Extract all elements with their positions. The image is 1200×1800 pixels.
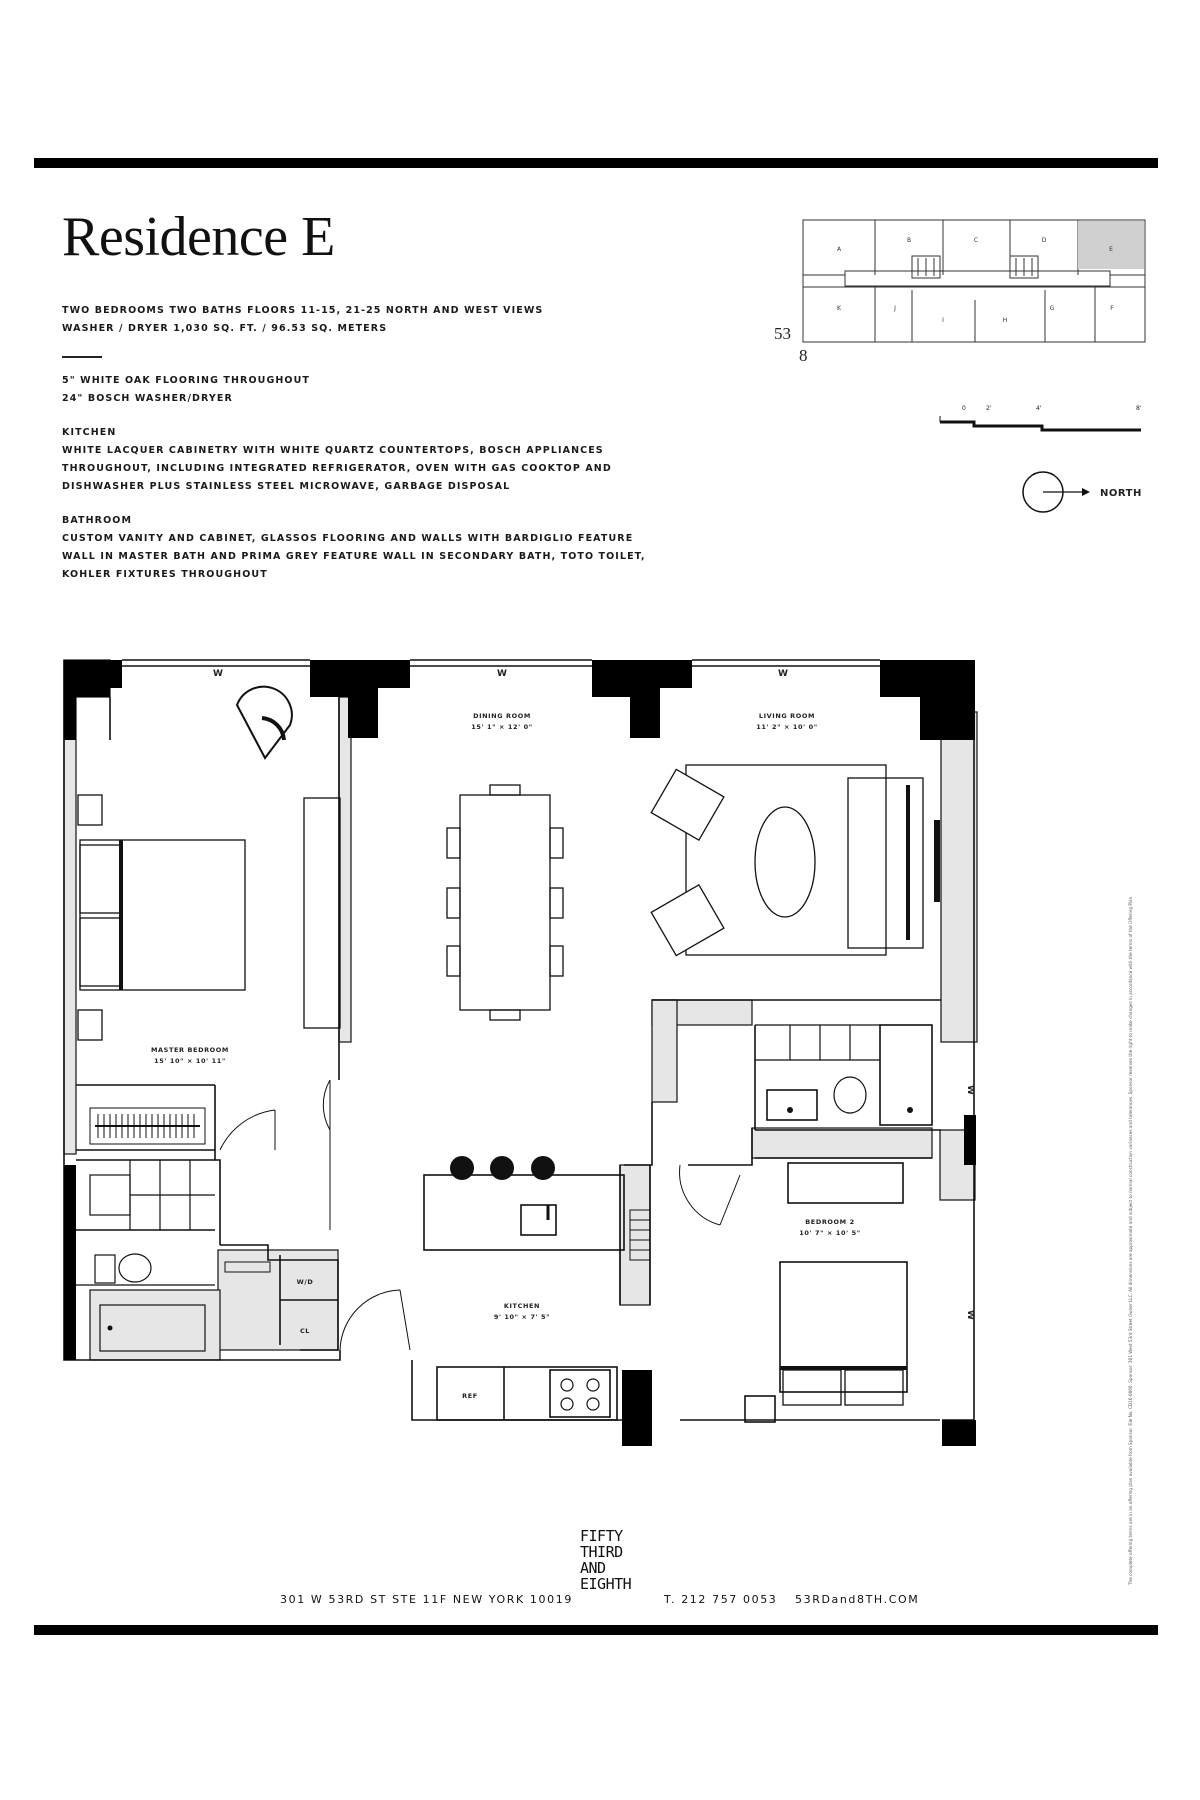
master-bedroom-label: MASTER BEDROOM — [150, 1046, 230, 1054]
column-s — [622, 1370, 652, 1446]
bath-line-3: KOHLER FIXTURES THROUGHOUT — [62, 569, 268, 580]
bedroom-2-dim: 10' 7" × 10' 5" — [799, 1229, 861, 1237]
unit-label-d: D — [1041, 237, 1047, 244]
wall-bath-2-left — [652, 1000, 677, 1102]
dining-chair-s — [490, 1010, 520, 1020]
north-arrow-icon — [1023, 472, 1090, 512]
website-link[interactable]: 53RDand8TH.COM — [795, 1593, 920, 1606]
unit-label-h: H — [1002, 317, 1008, 324]
pillow-1 — [80, 845, 120, 913]
column-w — [64, 1165, 76, 1360]
column-ne — [880, 660, 975, 740]
feature-washer: 24" BOSCH WASHER/DRYER — [62, 393, 233, 404]
master-sink — [90, 1175, 130, 1215]
summary-line-2: WASHER / DRYER 1,030 SQ. FT. / 96.53 SQ. METERS — [62, 323, 388, 334]
column-1 — [310, 660, 410, 738]
column-nw — [64, 660, 122, 740]
master-toilet — [119, 1254, 151, 1282]
highlighted-unit-e — [1078, 221, 1144, 269]
washer-dryer-label: W/D — [296, 1278, 314, 1286]
logo-line-1: FIFTY — [580, 1527, 623, 1545]
north-label: NORTH — [1100, 488, 1142, 499]
unit-label-e: E — [1109, 246, 1113, 253]
tub-surround-gray — [90, 1290, 220, 1360]
scale-tick-2: 2' — [986, 405, 992, 412]
unit-label-c: C — [973, 237, 979, 244]
bath2-toilet — [834, 1077, 866, 1113]
dresser — [304, 798, 340, 1028]
building-logo — [580, 1528, 631, 1592]
window-mark-4: W — [965, 1085, 975, 1095]
bath-line-2: WALL IN MASTER BATH AND PRIMA GREY FEATURE WALL IN SECONDARY BATH, TOTO TOILET, — [62, 551, 646, 562]
unit-label-f: F — [1110, 305, 1114, 312]
page-title: Residence E — [62, 206, 335, 268]
dining-room-dim: 15' 1" × 12' 0" — [471, 723, 533, 731]
stool-1 — [450, 1156, 474, 1180]
scale-bar — [940, 405, 1142, 430]
refrigerator-label: REF — [462, 1392, 478, 1400]
kitchen-label: KITCHEN — [503, 1302, 541, 1310]
bedroom-2-label: BEDROOM 2 — [805, 1218, 855, 1226]
wall-bath2-bottom — [752, 1128, 932, 1158]
kitchen-dim: 9' 10" × 7' 5" — [493, 1313, 551, 1321]
master-bed — [80, 840, 245, 990]
column-2 — [592, 660, 692, 738]
living-room-dim: 11' 2" × 10' 0" — [756, 723, 818, 731]
bath-heading: BATHROOM — [62, 515, 133, 526]
window-mark-1: W — [213, 669, 223, 679]
unit-label-k: K — [837, 305, 841, 312]
address-text: 301 W 53RD ST STE 11F NEW YORK 10019 — [280, 1593, 573, 1606]
scale-tick-8: 8' — [1136, 405, 1142, 412]
dining-chair-n — [490, 785, 520, 795]
door-bedroom2 — [680, 1165, 720, 1225]
pillow-2 — [80, 918, 120, 986]
wall-master-dining — [339, 697, 351, 1042]
column-e1 — [964, 1115, 976, 1165]
door-master-closet — [220, 1110, 275, 1150]
unit-label-i: I — [942, 317, 944, 324]
street-label-53: 53 — [774, 324, 791, 343]
master-armchair — [237, 687, 292, 758]
unit-label-g: G — [1049, 305, 1055, 312]
master-bedroom-dim: 15' 10" × 10' 11" — [154, 1057, 226, 1065]
nightstand-1 — [78, 795, 102, 825]
logo-line-3: AND — [580, 1559, 606, 1577]
bath-line-1: CUSTOM VANITY AND CABINET, GLASSOS FLOORING AND WALLS WITH BARDIGLIO FEATURE — [62, 533, 634, 544]
window-mark-2: W — [497, 669, 507, 679]
kitchen-line-2: THROUGHOUT, INCLUDING INTEGRATED REFRIGERATOR, OVEN WITH GAS COOKTOP AND — [62, 463, 612, 474]
unit-label-a: A — [836, 246, 842, 253]
stool-2 — [490, 1156, 514, 1180]
window-mark-5: W — [965, 1310, 975, 1320]
key-plan-labels — [837, 237, 1114, 324]
kitchen-line-1: WHITE LACQUER CABINETRY WITH WHITE QUARTZ COUNTERTOPS, BOSCH APPLIANCES — [62, 445, 604, 456]
armchair-2 — [651, 885, 724, 956]
coffee-table — [755, 807, 815, 917]
column-se — [942, 1420, 976, 1446]
window-mark-3: W — [778, 669, 788, 679]
unit-label-j: J — [894, 305, 896, 312]
disclaimer — [1128, 895, 1133, 1586]
summary-line-1: TWO BEDROOMS TWO BATHS FLOORS 11-15, 21-25 NORTH AND WEST VIEWS — [62, 305, 544, 316]
scale-tick-4: 4' — [1036, 405, 1042, 412]
avenue-label-8: 8 — [799, 346, 808, 365]
unit-label-b: B — [906, 237, 912, 244]
kitchen-heading: KITCHEN — [62, 427, 117, 438]
scale-tick-0: 0 — [962, 405, 966, 412]
living-room-label: LIVING ROOM — [758, 712, 816, 720]
door-entry — [340, 1290, 400, 1350]
phone-text: T. 212 757 0053 — [664, 1593, 778, 1606]
nightstand-2 — [78, 1010, 102, 1040]
kitchen-line-3: DISHWASHER PLUS STAINLESS STEEL MICROWAVE, GARBAGE DISPOSAL — [62, 481, 511, 492]
feature-flooring: 5" WHITE OAK FLOORING THROUGHOUT — [62, 375, 310, 386]
west-wall-master — [64, 697, 76, 1154]
dining-room-label: DINING ROOM — [473, 712, 531, 720]
cooktop-icon — [561, 1379, 599, 1410]
closet-label: CL — [299, 1327, 311, 1335]
disclaimer-text: The complete offering terms are in an offering plan available from Sponsor. File No. CD16-0060. Sponsor: 301 West 53rd Street Owner LLC. All dimensions are approximate and subject to normal construction variances and tolerances. Sponsor reserves the right to make changes in accordance with the terms of the Offering Plan. — [1128, 895, 1133, 1585]
logo-line-2: THIRD — [580, 1543, 623, 1561]
logo-line-4: EIGHTH — [580, 1575, 632, 1593]
tv-unit — [934, 820, 940, 902]
east-wall-living — [941, 712, 977, 1042]
dining-table — [460, 795, 550, 1010]
armchair-1 — [651, 769, 724, 840]
stool-3 — [531, 1156, 555, 1180]
